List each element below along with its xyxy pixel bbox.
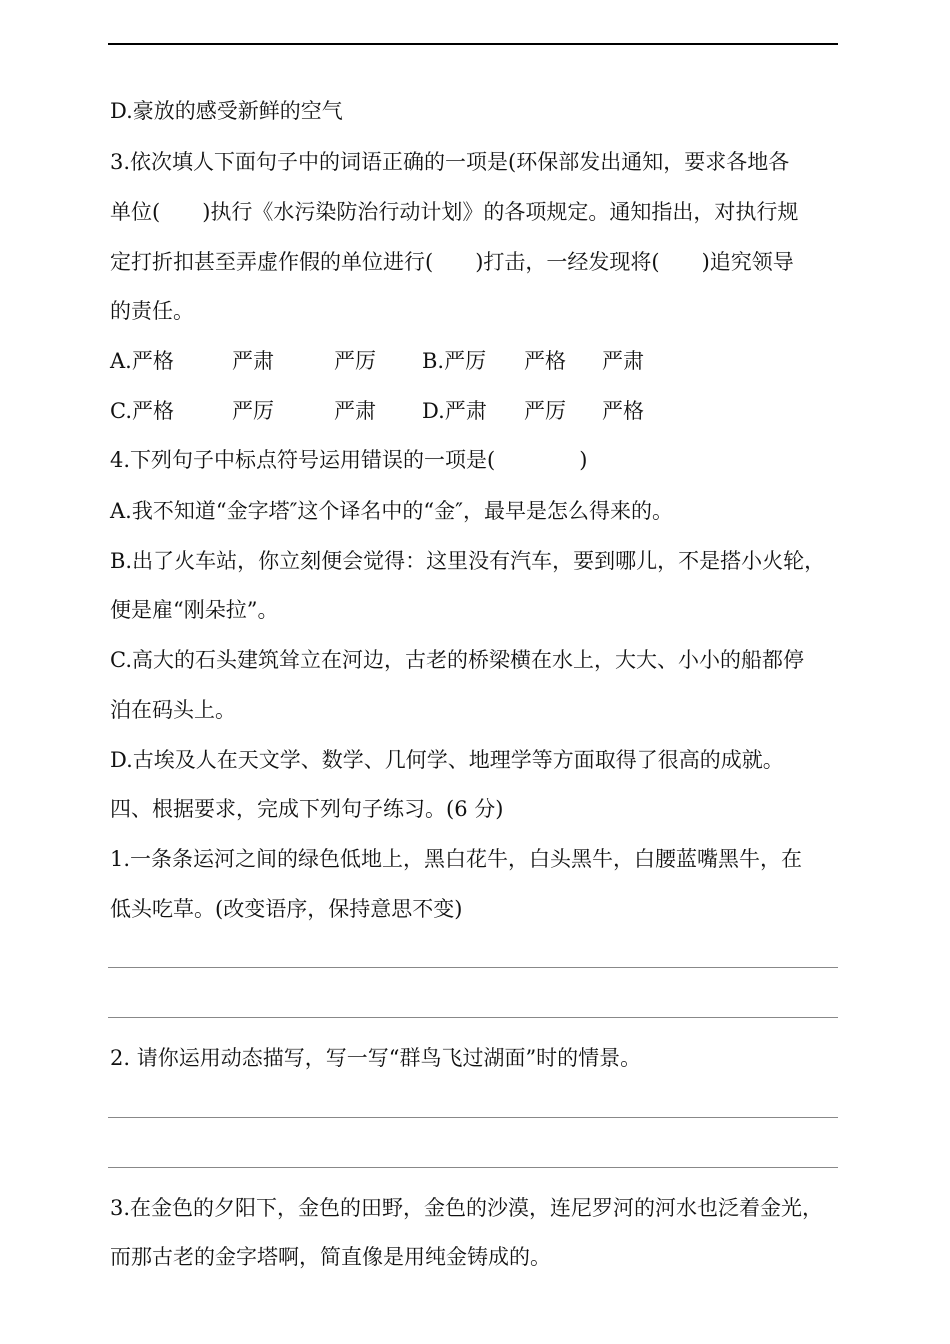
option-a-q3-word-3: 严厉 — [334, 349, 376, 373]
option-c-q3-word-3: 严肃 — [334, 399, 376, 423]
answer-line-1 — [108, 967, 838, 968]
question-4-option-c-line-1: C.高大的石头建筑耸立在河边，古老的桥梁横在水上，大大、小小的船都停 — [110, 648, 804, 672]
option-d-q3: D.严肃 — [422, 399, 487, 423]
exercise-3-line-1: 3.在金色的夕阳下，金色的田野，金色的沙漠，连尼罗河的河水也泛着金光， — [110, 1196, 824, 1220]
question-4-option-b-line-2: 便是雇“刚朵拉”。 — [110, 598, 279, 622]
option-d-q3-word-2: 严厉 — [524, 399, 566, 423]
exercise-2-stem: 2. 请你运用动态描写，写一写“群鸟飞过湖面”时的情景。 — [110, 1046, 642, 1070]
option-c-q3: C.严格 — [110, 399, 174, 423]
option-a-q3: A.严格 — [110, 349, 174, 373]
question-3-line-3: 定打折扣甚至弄虚作假的单位进行( )打击，一经发现将( )追究领导 — [110, 250, 794, 274]
question-3-line-1: 3.依次填人下面句子中的词语正确的一项是(环保部发出通知，要求各地各 — [110, 150, 790, 174]
option-b-q3-word-2: 严格 — [524, 349, 566, 373]
answer-line-2 — [108, 1017, 838, 1018]
question-4-stem: 4.下列句子中标点符号运用错误的一项是( ) — [110, 448, 588, 472]
option-b-q3: B.严厉 — [422, 349, 487, 373]
question-4-option-c-line-2: 泊在码头上。 — [110, 698, 236, 722]
answer-line-3 — [108, 1117, 838, 1118]
question-4-option-b-line-1: B.出了火车站，你立刻便会觉得：这里没有汽车，要到哪儿，不是搭小火轮， — [110, 549, 826, 573]
question-4-option-d: D.古埃及人在天文学、数学、几何学、地理学等方面取得了很高的成就。 — [110, 748, 784, 772]
option-a-q3-word-2: 严肃 — [232, 349, 274, 373]
option-d-q3-word-3: 严格 — [602, 399, 644, 423]
option-c-q3-word-2: 严厉 — [232, 399, 274, 423]
question-3-line-2: 单位( )执行《水污染防治行动计划》的各项规定。通知指出，对执行规 — [110, 200, 799, 224]
exercise-3-line-2: 而那古老的金字塔啊，简直像是用纯金铸成的。 — [110, 1245, 551, 1269]
exercise-1-line-2: 低头吃草。(改变语序，保持意思不变) — [110, 897, 463, 921]
option-b-q3-word-3: 严肃 — [602, 349, 644, 373]
header-rule — [108, 43, 838, 45]
question-4-option-a: A.我不知道“金字塔″这个译名中的“金″，最早是怎么得来的。 — [110, 499, 673, 523]
option-d-q2: D.豪放的感受新鲜的空气 — [110, 99, 343, 123]
question-3-line-4: 的责任。 — [110, 299, 194, 323]
exercise-1-line-1: 1.一条条运河之间的绿色低地上，黑白花牛，白头黑牛，白腰蓝嘴黑牛，在 — [110, 847, 803, 871]
answer-line-4 — [108, 1167, 838, 1168]
section-4-heading: 四、根据要求，完成下列句子练习。(6 分) — [110, 797, 504, 821]
